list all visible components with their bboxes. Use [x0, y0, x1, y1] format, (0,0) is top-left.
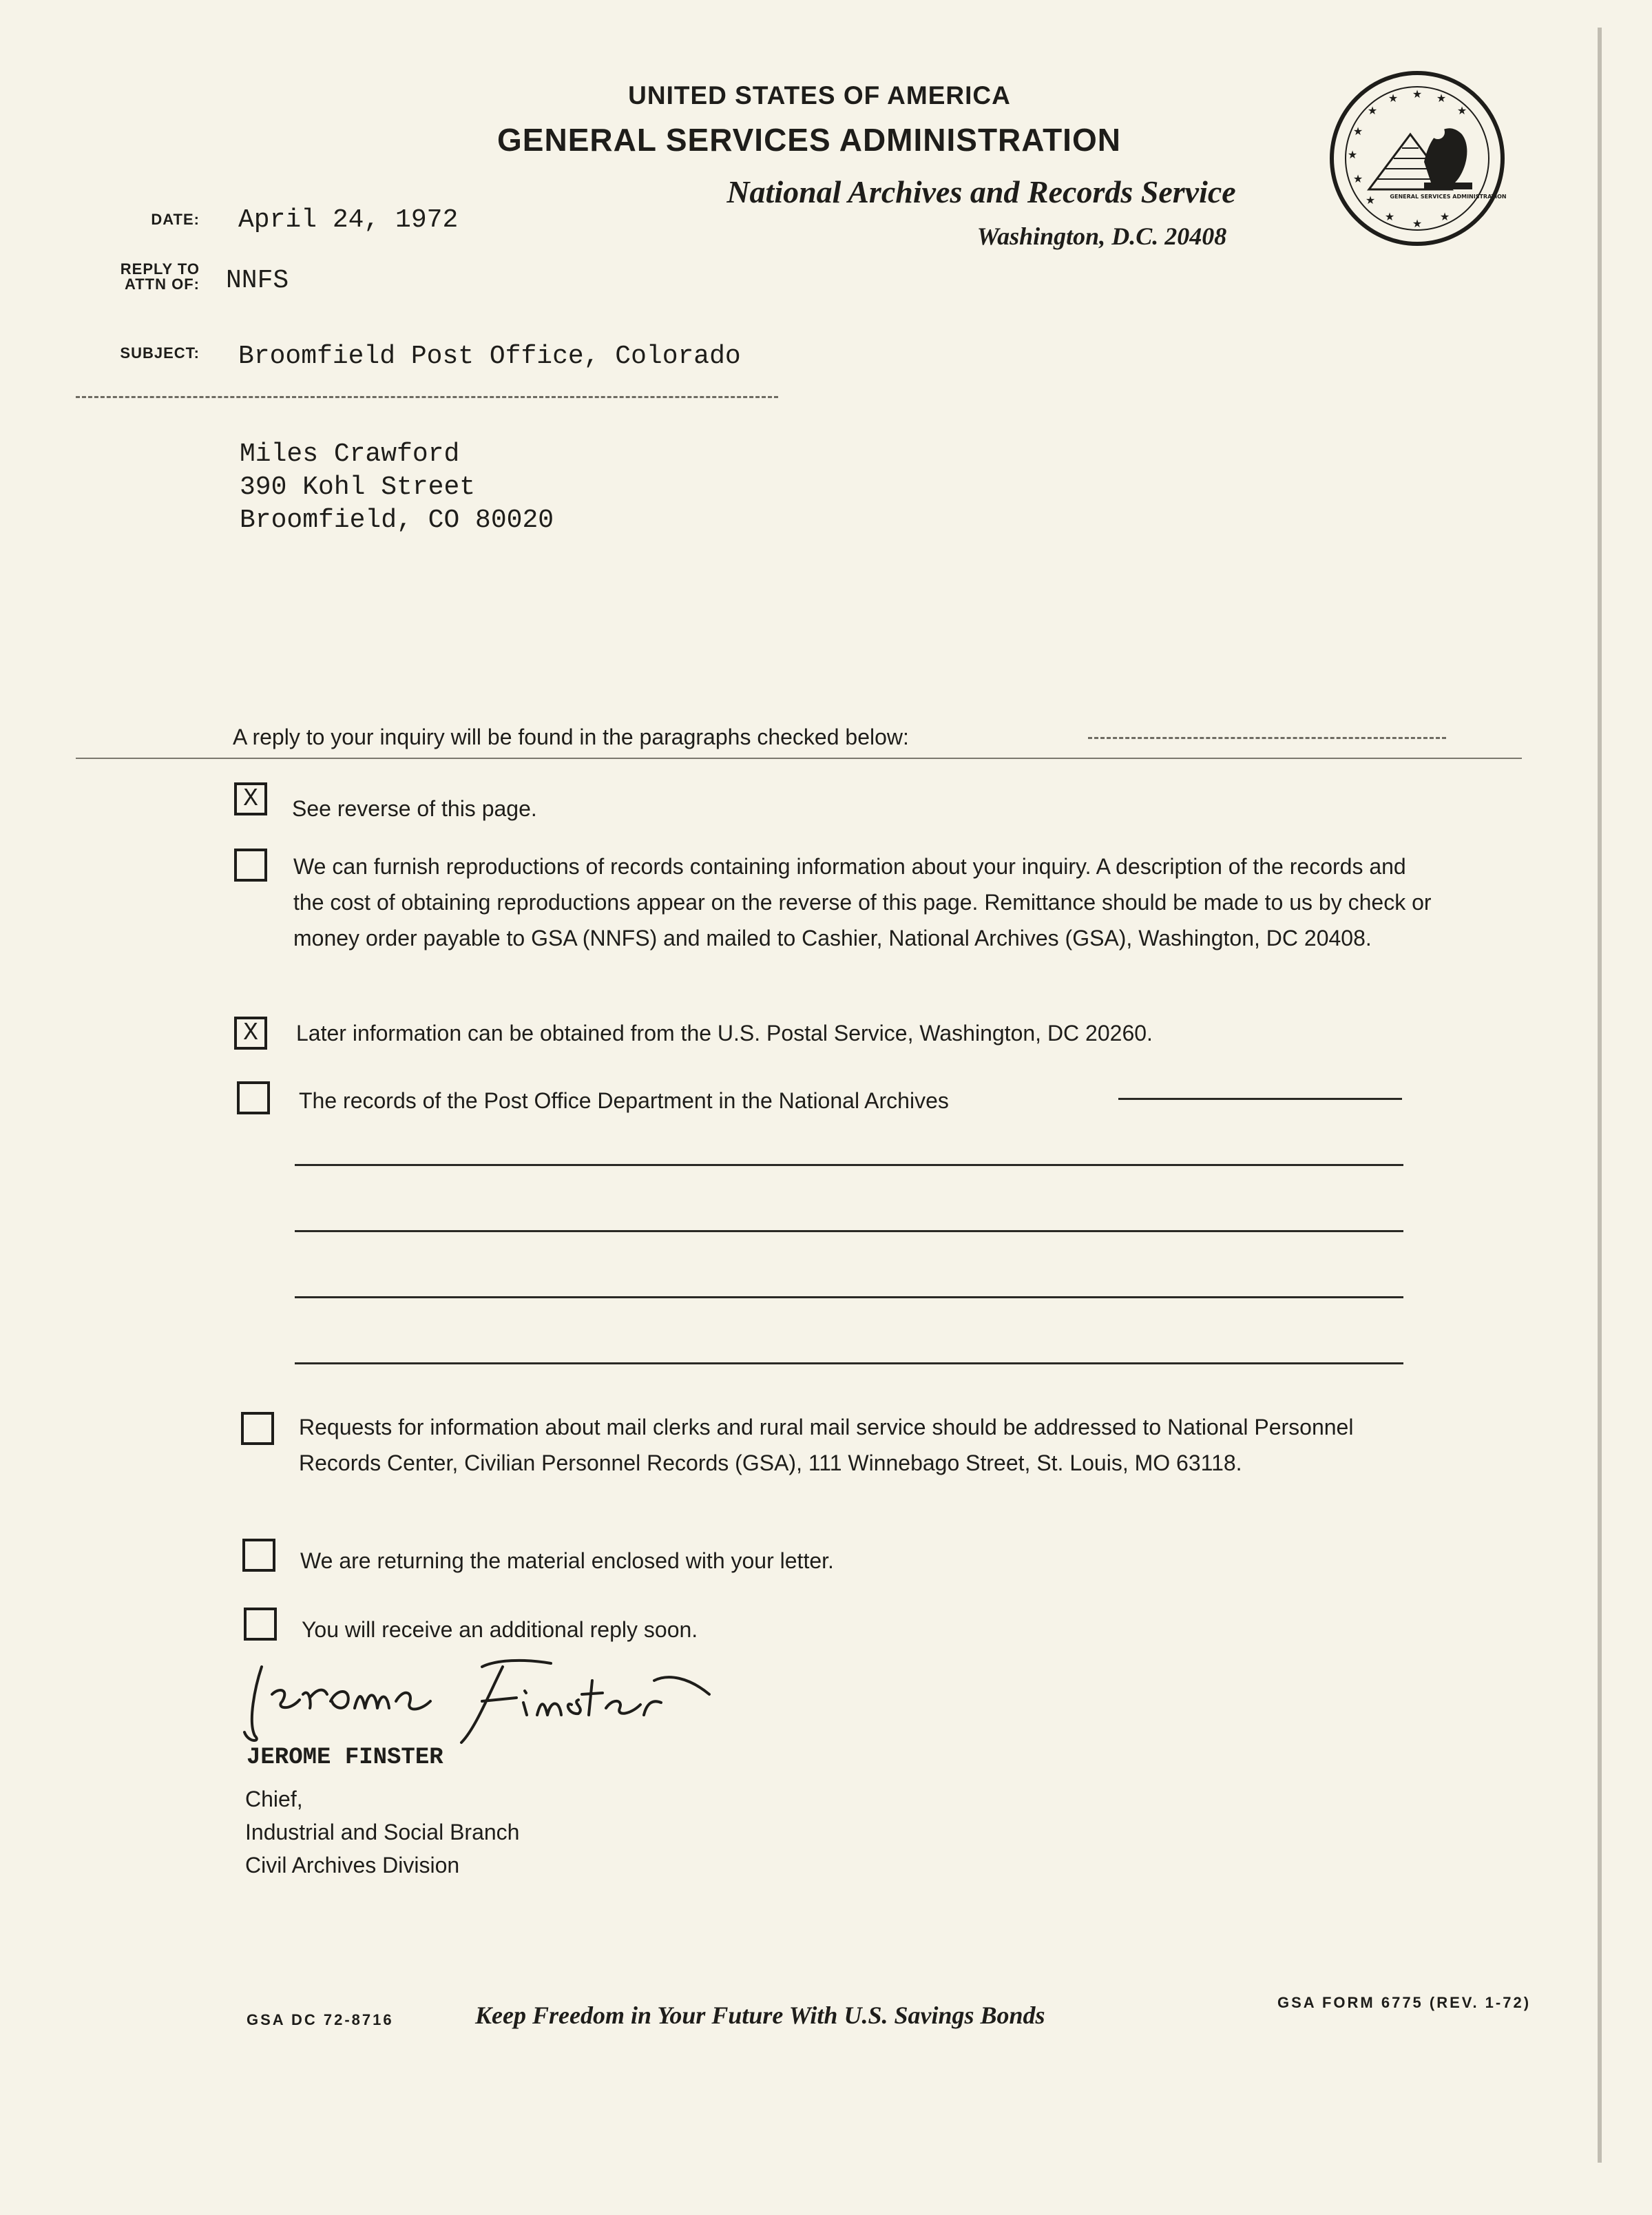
option-6-checkbox[interactable] — [242, 1539, 275, 1572]
intro-rule — [76, 758, 1522, 759]
reply-label-line1: REPLY TO — [120, 260, 200, 278]
recipient-city: Broomfield, CO 80020 — [240, 506, 554, 535]
svg-text:★: ★ — [1352, 125, 1363, 138]
letterhead-service: National Archives and Records Service — [726, 174, 1236, 209]
footer-form-code: GSA DC 72-8716 — [247, 2011, 394, 2028]
option-6-text: We are returning the material enclosed with your letter. — [300, 1548, 834, 1573]
intro-dash — [1088, 737, 1446, 739]
date-value: April 24, 1972 — [238, 205, 459, 235]
svg-text:★: ★ — [1347, 148, 1358, 161]
option-4-fill-line-4[interactable] — [295, 1296, 1403, 1298]
subject-label: SUBJECT: — [120, 344, 200, 362]
svg-text:★: ★ — [1367, 104, 1378, 117]
option-4-fill-line-5[interactable] — [295, 1362, 1403, 1364]
svg-text:★: ★ — [1384, 210, 1395, 223]
svg-text:★: ★ — [1352, 172, 1363, 185]
option-4-checkbox[interactable] — [237, 1081, 270, 1114]
seal-text: GENERAL SERVICES ADMINISTRATION — [1390, 194, 1507, 200]
address-block — [240, 438, 554, 537]
gsa-seal-icon — [1328, 69, 1507, 248]
subject-value: Broomfield Post Office, Colorado — [238, 342, 741, 371]
signatory-title-1: Chief, — [245, 1787, 303, 1811]
letterhead-location: Washington, D.C. 20408 — [976, 222, 1227, 250]
letterhead-country: UNITED STATES OF AMERICA — [628, 81, 1011, 110]
option-3-text: Later information can be obtained from the U.S. Postal Service, Washington, DC 20260. — [296, 1021, 1153, 1046]
svg-text:★: ★ — [1456, 104, 1467, 117]
reply-value: NNFS — [226, 266, 289, 295]
footer-slogan: Keep Freedom in Your Future With U.S. Savings Bonds — [475, 2001, 1045, 2029]
intro-text: A reply to your inquiry will be found in the paragraphs checked below: — [233, 725, 909, 749]
option-4-fill-line-3[interactable] — [295, 1230, 1403, 1232]
option-1-checkbox[interactable]: X — [234, 782, 267, 815]
option-7-checkbox[interactable] — [244, 1608, 277, 1641]
svg-text:★: ★ — [1436, 92, 1447, 105]
option-4-fill-line-2[interactable] — [295, 1164, 1403, 1166]
option-3-checkbox[interactable]: X — [234, 1017, 267, 1050]
option-4-fill-line-1[interactable] — [1118, 1098, 1402, 1100]
signatory-title-3: Civil Archives Division — [245, 1853, 460, 1878]
option-2-text: We can furnish reproductions of records containing information about your inquiry. A description of the records and the cost of obtaining reproductions appear on the reverse of this page. Remittance should be made to us by check or money order payable to GSA (NNFS) and mailed to Cashier, National Archives (GSA), Washington, DC 20408. — [293, 854, 1432, 950]
footer-form-number: GSA FORM 6775 (REV. 1-72) — [1277, 1994, 1531, 2011]
option-2-checkbox[interactable] — [234, 849, 267, 882]
letterhead-agency: GENERAL SERVICES ADMINISTRATION — [497, 122, 1121, 158]
svg-text:★: ★ — [1388, 92, 1399, 105]
svg-text:★: ★ — [1412, 87, 1423, 101]
reply-label — [76, 262, 200, 292]
svg-text:★: ★ — [1365, 194, 1376, 207]
option-1-text: See reverse of this page. — [292, 796, 537, 821]
handwritten-signature — [234, 1639, 716, 1749]
signatory-title-2: Industrial and Social Branch — [245, 1820, 520, 1844]
signatory-titles — [245, 1782, 519, 1882]
option-5-text: Requests for information about mail clerks and rural mail service should be addressed to National Personnel Records Center, Civilian Personnel Records (GSA), 111 Winnebago Street, St. Louis, MO 63118. — [299, 1415, 1354, 1475]
option-7-text: You will receive an additional reply soon. — [302, 1617, 698, 1642]
svg-text:★: ★ — [1439, 210, 1450, 223]
option-5-checkbox[interactable] — [241, 1412, 274, 1445]
subject-divider — [76, 396, 778, 398]
signatory-name: JEROME FINSTER — [247, 1745, 443, 1771]
option-4-text: The records of the Post Office Department in the National Archives — [299, 1088, 949, 1113]
recipient-name: Miles Crawford — [240, 439, 460, 469]
date-label: DATE: — [151, 211, 200, 228]
reply-label-line2: ATTN OF: — [124, 275, 200, 293]
svg-text:★: ★ — [1412, 217, 1423, 230]
page-edge — [1598, 28, 1602, 2163]
recipient-street: 390 Kohl Street — [240, 472, 476, 502]
